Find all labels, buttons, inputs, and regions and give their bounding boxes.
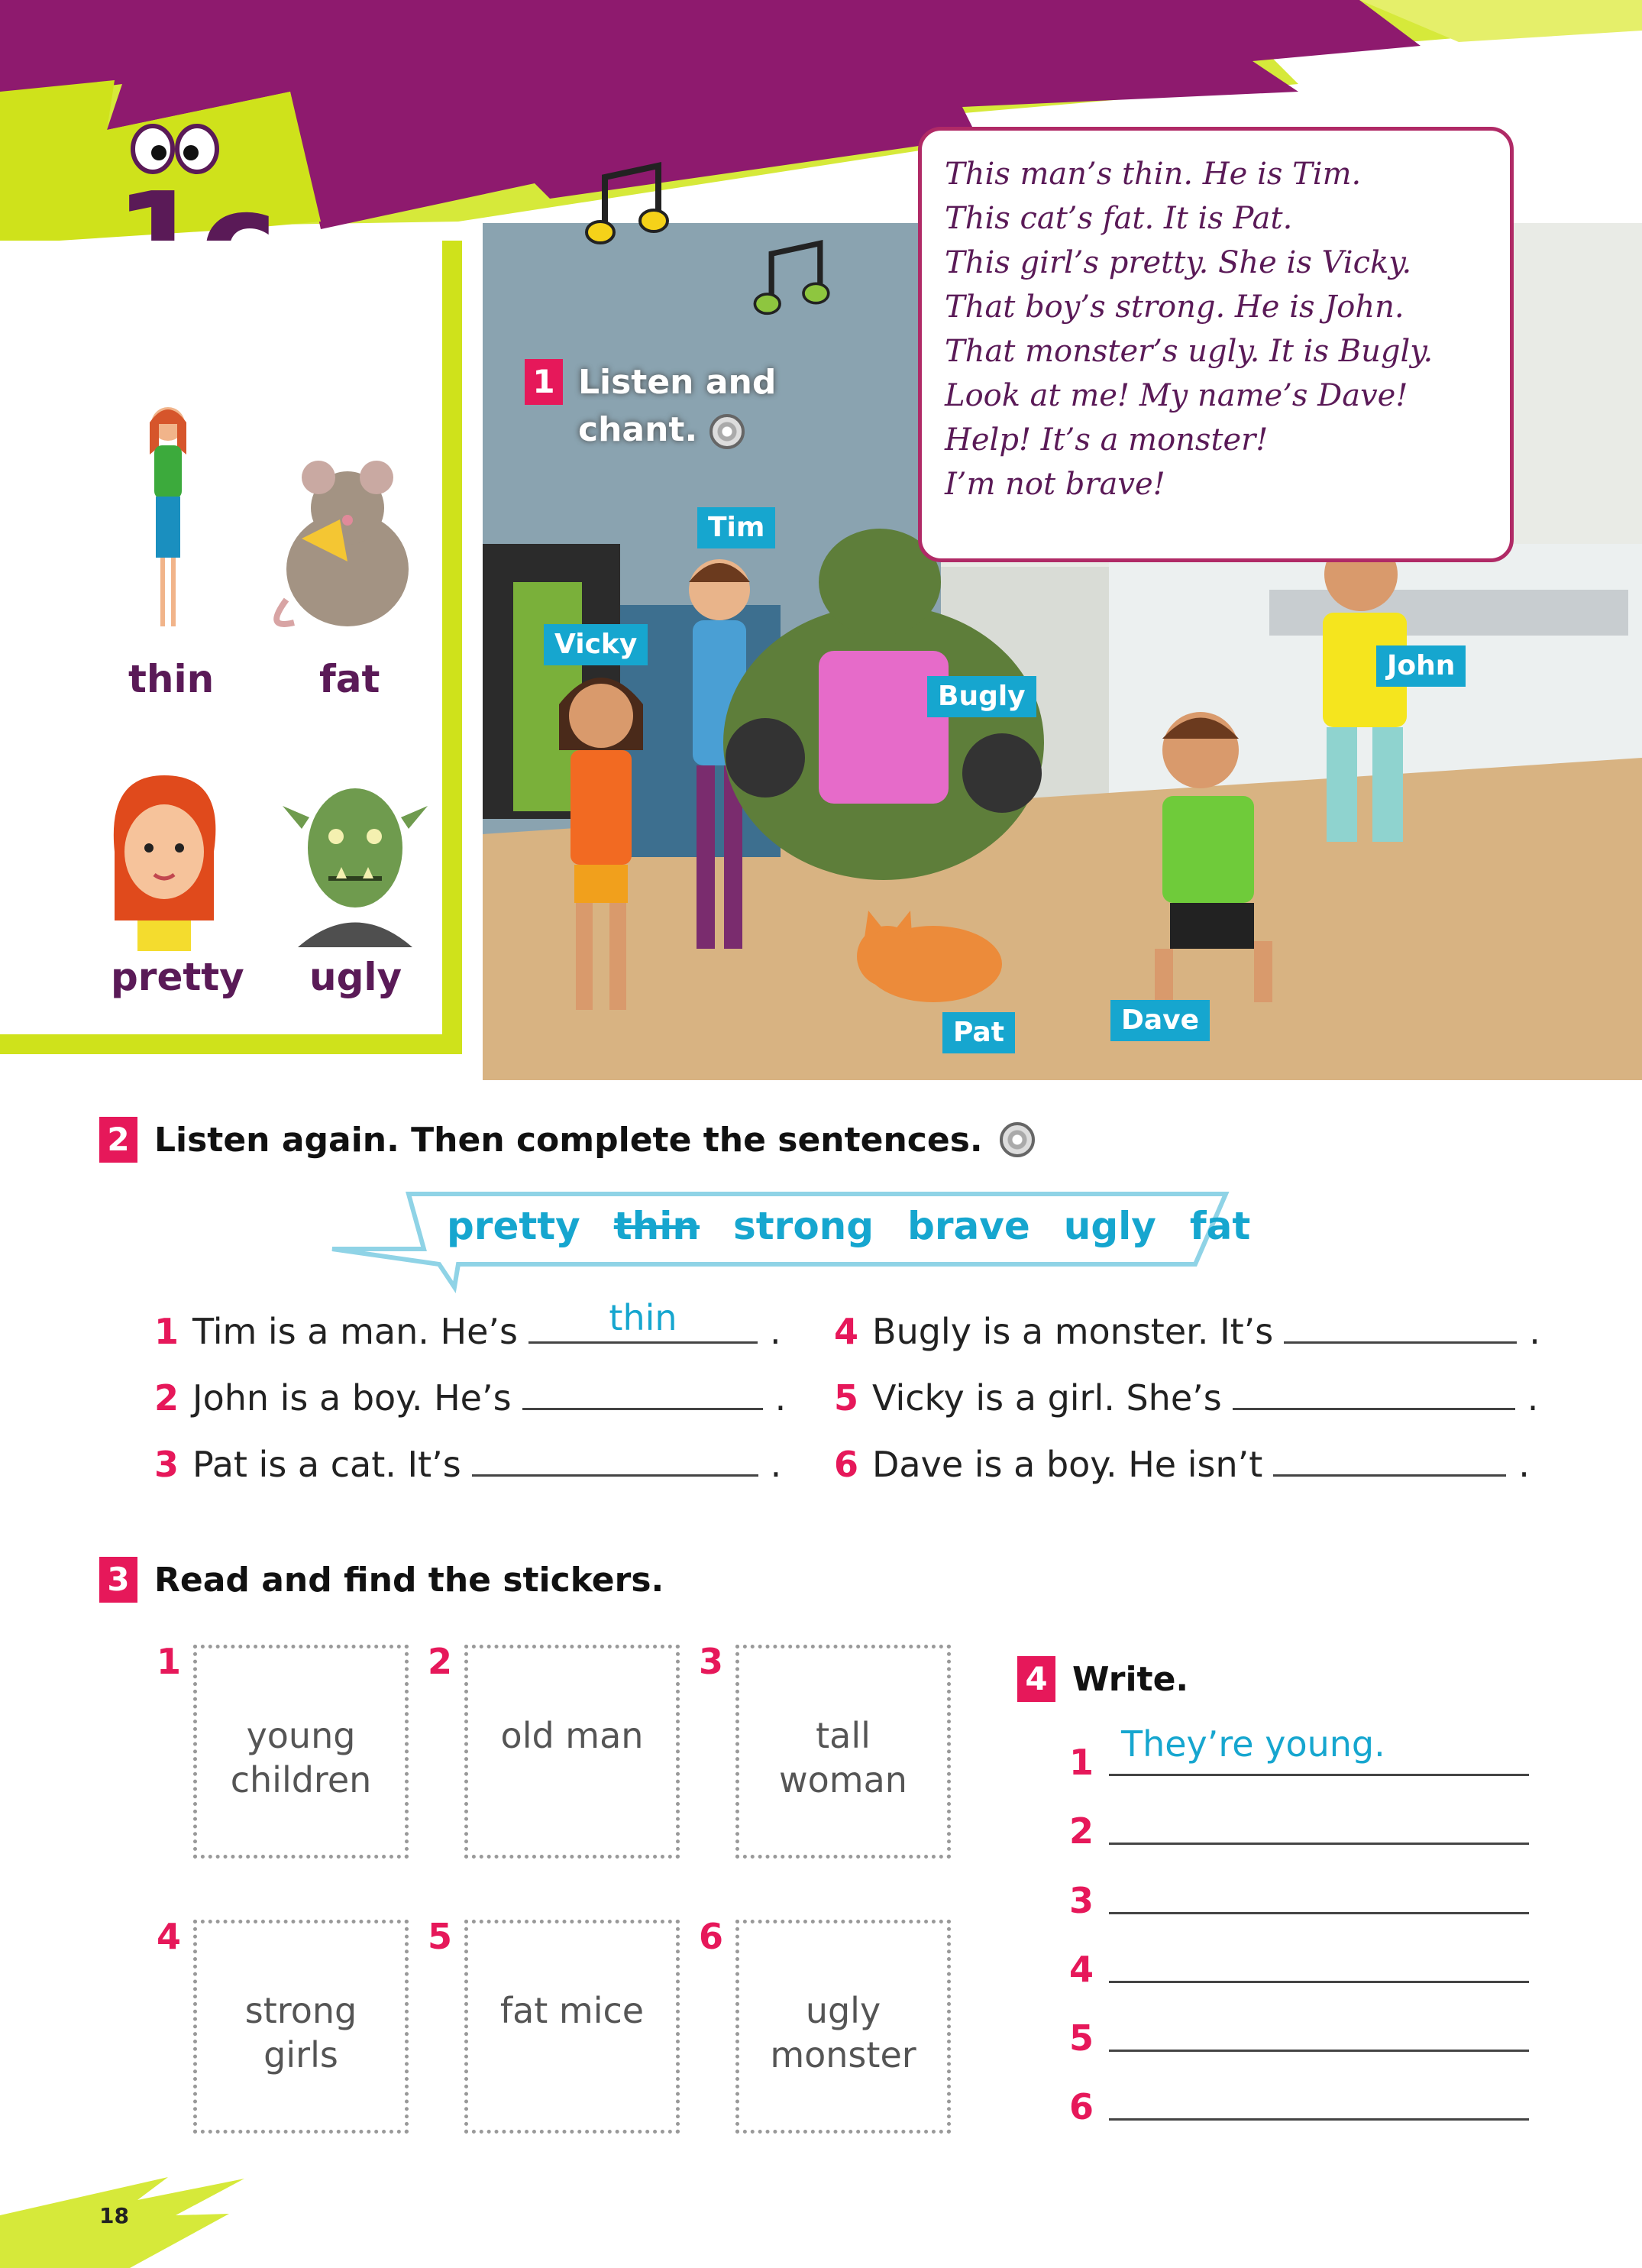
page-number: 18 bbox=[99, 2203, 129, 2228]
sentence-number: 4 bbox=[834, 1311, 859, 1352]
exercise-number: 1 bbox=[525, 359, 563, 405]
exercise-1-title-text: chant. bbox=[578, 410, 698, 449]
name-tag-vicky: Vicky bbox=[544, 624, 648, 665]
vocab-word-pretty: pretty bbox=[111, 955, 244, 999]
sentence-item: 6 Dave is a boy. He isn’t . bbox=[834, 1444, 1530, 1485]
sticker-number: 1 bbox=[157, 1641, 182, 1682]
write-line[interactable] bbox=[1109, 1774, 1529, 1776]
sticker-text: tall bbox=[816, 1715, 871, 1756]
sentence-text: John is a boy. He’s bbox=[192, 1377, 512, 1419]
music-note-icon bbox=[590, 162, 674, 246]
exercise-1-header bbox=[525, 359, 563, 405]
girl-icon bbox=[99, 768, 229, 951]
answer-blank[interactable] bbox=[1284, 1335, 1517, 1344]
answer-text: thin bbox=[609, 1297, 677, 1338]
answer-blank[interactable] bbox=[1273, 1468, 1506, 1477]
sticker-text: old man bbox=[500, 1715, 644, 1756]
write-line[interactable] bbox=[1109, 1981, 1529, 1983]
write-line[interactable] bbox=[1109, 2050, 1529, 2052]
name-tag-bugly: Bugly bbox=[927, 676, 1036, 717]
word-option: ugly bbox=[1063, 1204, 1156, 1248]
sticker-text: woman bbox=[779, 1759, 907, 1800]
write-number: 4 bbox=[1069, 1949, 1094, 1990]
cd-audio-icon[interactable] bbox=[1000, 1122, 1035, 1157]
chant-line: This cat’s fat. It is Pat. bbox=[945, 201, 1293, 236]
cd-audio-icon[interactable] bbox=[709, 414, 745, 449]
name-tag-pat: Pat bbox=[942, 1012, 1015, 1053]
sticker-number: 3 bbox=[699, 1641, 724, 1682]
monster-icon bbox=[286, 775, 424, 947]
sentence-number: 5 bbox=[834, 1377, 859, 1419]
sticker-number: 4 bbox=[157, 1916, 182, 1957]
pat-figure bbox=[849, 895, 1010, 1010]
word-box bbox=[430, 1199, 1267, 1253]
write-line[interactable] bbox=[1109, 2118, 1529, 2121]
exercise-number: 3 bbox=[99, 1557, 137, 1603]
sticker-number: 5 bbox=[428, 1916, 453, 1957]
name-tag-tim: Tim bbox=[697, 507, 775, 548]
exercise-number: 4 bbox=[1017, 1656, 1055, 1702]
sticker-text: monster bbox=[770, 2034, 916, 2075]
sticker-slot[interactable] bbox=[193, 1920, 409, 2134]
write-answer: They’re young. bbox=[1121, 1723, 1385, 1765]
sticker-slot[interactable] bbox=[464, 1920, 680, 2134]
sentence-item: 3 Pat is a cat. It’s . bbox=[154, 1444, 782, 1485]
sentence-number: 6 bbox=[834, 1444, 859, 1485]
word-option-crossed: thin bbox=[613, 1204, 700, 1248]
answer-blank[interactable] bbox=[522, 1402, 763, 1410]
word-option: pretty bbox=[447, 1204, 580, 1248]
vocab-word-fat: fat bbox=[319, 657, 380, 701]
sentence-item: 5 Vicky is a girl. She’s . bbox=[834, 1377, 1539, 1419]
sticker-text: children bbox=[230, 1759, 372, 1800]
chant-line: Look at me! My name’s Dave! bbox=[945, 378, 1408, 413]
sticker-number: 2 bbox=[428, 1641, 453, 1682]
chant-line: That monster’s ugly. It is Bugly. bbox=[945, 334, 1434, 369]
sticker-slot[interactable] bbox=[735, 1920, 951, 2134]
answer-blank[interactable] bbox=[1233, 1402, 1515, 1410]
write-number: 6 bbox=[1069, 2086, 1094, 2127]
sentence-text: Dave is a boy. He isn’t bbox=[872, 1444, 1263, 1485]
chant-line: I’m not brave! bbox=[945, 467, 1165, 502]
sticker-text: girls bbox=[263, 2034, 338, 2075]
sticker-text: ugly bbox=[805, 1990, 881, 2031]
chant-line: This girl’s pretty. She is Vicky. bbox=[945, 245, 1412, 280]
answer-blank[interactable] bbox=[528, 1297, 758, 1344]
write-line[interactable] bbox=[1109, 1912, 1529, 1914]
exercise-1-title-line bbox=[578, 406, 776, 454]
answer-blank[interactable] bbox=[472, 1468, 758, 1477]
exercise-1-title bbox=[578, 359, 776, 454]
name-tag-dave: Dave bbox=[1110, 1000, 1210, 1041]
sticker-slot[interactable] bbox=[193, 1645, 409, 1859]
music-note-icon bbox=[758, 240, 834, 316]
sentence-number: 3 bbox=[154, 1444, 179, 1485]
dave-figure bbox=[1109, 697, 1338, 1018]
sentence-text: Tim is a man. He’s bbox=[192, 1311, 518, 1352]
sticker-slot[interactable] bbox=[464, 1645, 680, 1859]
sentence-number: 2 bbox=[154, 1377, 179, 1419]
write-number: 3 bbox=[1069, 1880, 1094, 1921]
vicky-figure bbox=[528, 651, 674, 1033]
woman-icon bbox=[137, 401, 199, 645]
write-number: 2 bbox=[1069, 1810, 1094, 1852]
write-number: 5 bbox=[1069, 2017, 1094, 2059]
sentence-text: Vicky is a girl. She’s bbox=[872, 1377, 1222, 1419]
exercise-1-title-line: Listen and bbox=[578, 363, 777, 402]
word-option: strong bbox=[733, 1204, 874, 1248]
exercise-2-title: Listen again. Then complete the sentences. bbox=[154, 1120, 983, 1160]
word-option: fat bbox=[1189, 1204, 1251, 1248]
chant-line: Help! It’s a monster! bbox=[945, 422, 1269, 458]
word-option: brave bbox=[907, 1204, 1030, 1248]
sentence-item: 2 John is a boy. He’s . bbox=[154, 1377, 787, 1419]
exercise-2-header bbox=[99, 1117, 1035, 1163]
vocab-word-ugly: ugly bbox=[309, 955, 402, 999]
sentence-item: 4 Bugly is a monster. It’s . bbox=[834, 1311, 1540, 1352]
sticker-text: young bbox=[246, 1715, 356, 1756]
chant-box bbox=[918, 127, 1514, 562]
exercise-number: 2 bbox=[99, 1117, 137, 1163]
sentence-text: Bugly is a monster. It’s bbox=[872, 1311, 1274, 1352]
name-tag-john: John bbox=[1376, 645, 1466, 687]
exercise-4-header bbox=[1017, 1656, 1188, 1702]
sticker-number: 6 bbox=[699, 1916, 724, 1957]
exercise-3-header bbox=[99, 1557, 664, 1603]
chant-line: That boy’s strong. He is John. bbox=[945, 290, 1404, 325]
sticker-slot[interactable] bbox=[735, 1645, 951, 1859]
mouse-icon bbox=[271, 447, 424, 638]
write-number: 1 bbox=[1069, 1742, 1094, 1783]
sentence-item: 1 Tim is a man. He’s thin . bbox=[154, 1297, 781, 1352]
sticker-text: strong bbox=[244, 1990, 357, 2031]
sentence-number: 1 bbox=[154, 1311, 179, 1352]
sticker-text: fat mice bbox=[499, 1990, 645, 2031]
write-line[interactable] bbox=[1109, 1843, 1529, 1845]
exercise-3-title: Read and find the stickers. bbox=[154, 1560, 664, 1600]
vocab-panel bbox=[0, 241, 462, 1054]
exercise-4-title: Write. bbox=[1072, 1659, 1189, 1699]
chant-line: This man’s thin. He is Tim. bbox=[945, 157, 1362, 192]
gym-scene bbox=[483, 157, 1642, 1080]
sentence-text: Pat is a cat. It’s bbox=[192, 1444, 461, 1485]
vocab-word-thin: thin bbox=[128, 657, 215, 701]
